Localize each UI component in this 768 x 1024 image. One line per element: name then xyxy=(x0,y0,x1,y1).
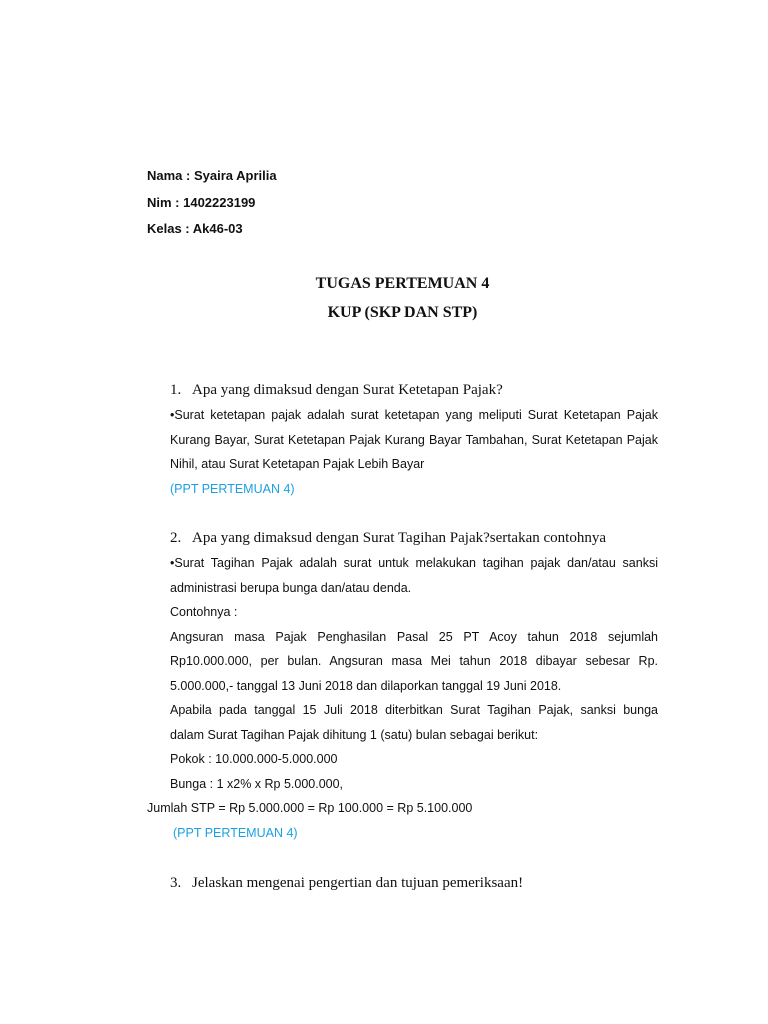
question-1-number: 1. xyxy=(170,382,182,398)
question-2-number: 2. xyxy=(170,530,182,546)
answer-2-line: Contohnya : xyxy=(170,605,238,619)
question-3-text: Jelaskan mengenai pengertian dan tujuan pemeriksaan! xyxy=(192,875,524,891)
answer-2-line: dalam Surat Tagihan Pajak dihitung 1 (satu) bulan sebagai berikut: xyxy=(170,728,539,742)
answer-2-line: Apabila pada tanggal 15 Juli 2018 diterbitkan Surat Tagihan Pajak, sanksi bunga xyxy=(170,703,658,717)
student-name: Nama : Syaira Aprilia xyxy=(147,168,277,183)
answer-2-total-line: Jumlah STP = Rp 5.000.000 = Rp 100.000 = Rp 5.100.000 xyxy=(147,801,473,815)
answer-2-line: Angsuran masa Pajak Penghasilan Pasal 25 PT Acoy tahun 2018 sejumlah xyxy=(170,630,658,644)
answer-2-line: Pokok : 10.000.000-5.000.000 xyxy=(170,752,338,766)
answer-1-line: Nihil, atau Surat Ketetapan Pajak Lebih Bayar xyxy=(170,457,425,471)
question-2-text: Apa yang dimaksud dengan Surat Tagihan Pajak?sertakan contohnya xyxy=(192,530,606,546)
answer-2-line: •Surat Tagihan Pajak adalah surat untuk melakukan tagihan pajak dan/atau sanksi xyxy=(170,556,658,570)
document-title: TUGAS PERTEMUAN 4 xyxy=(315,275,490,292)
answer-1-reference: (PPT PERTEMUAN 4) xyxy=(170,482,295,496)
answer-2-line: Rp10.000.000, per bulan. Angsuran masa Mei tahun 2018 dibayar sebesar Rp. xyxy=(170,654,658,668)
student-nim: Nim : 1402223199 xyxy=(147,195,256,210)
answer-2-line: 5.000.000,- tanggal 13 Juni 2018 dan dilaporkan tanggal 19 Juni 2018. xyxy=(170,679,562,693)
answer-2-line: administrasi berupa bunga dan/atau denda. xyxy=(170,581,412,595)
answer-1-line: •Surat ketetapan pajak adalah surat ketetapan yang meliputi Surat Ketetapan Pajak xyxy=(170,408,658,422)
question-2 xyxy=(170,530,606,547)
question-3-number: 3. xyxy=(170,875,182,891)
answer-2-reference: (PPT PERTEMUAN 4) xyxy=(173,826,298,840)
question-3 xyxy=(170,875,523,892)
student-class: Kelas : Ak46-03 xyxy=(147,221,243,236)
answer-2-line: Bunga : 1 x2% x Rp 5.000.000, xyxy=(170,777,344,791)
question-1-text: Apa yang dimaksud dengan Surat Ketetapan Pajak? xyxy=(192,382,503,398)
question-1 xyxy=(170,382,503,399)
answer-1-line: Kurang Bayar, Surat Ketetapan Pajak Kurang Bayar Tambahan, Surat Ketetapan Pajak xyxy=(170,433,658,447)
document-subtitle: KUP (SKP DAN STP) xyxy=(327,304,478,321)
